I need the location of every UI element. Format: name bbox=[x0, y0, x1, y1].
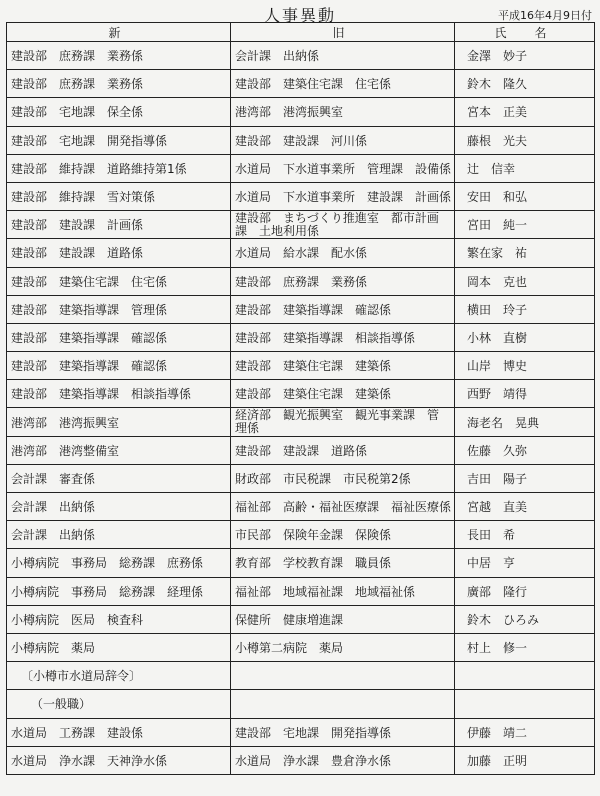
table-row bbox=[7, 352, 595, 380]
table-row bbox=[7, 323, 595, 351]
table-row bbox=[7, 718, 595, 746]
cell-name: 伊藤 靖二 bbox=[455, 718, 595, 746]
cell-name: 吉田 陽子 bbox=[455, 464, 595, 492]
cell-new: 建設部 宅地課 保全係 bbox=[7, 98, 231, 126]
cell-old: 経済部 観光振興室 観光事業課 管理係 bbox=[231, 408, 455, 436]
cell-name: 佐藤 久弥 bbox=[455, 436, 595, 464]
cell-old: 建設部 建設課 河川係 bbox=[231, 126, 455, 154]
subsection-heading-empty bbox=[231, 690, 455, 718]
cell-name: 宮越 直美 bbox=[455, 493, 595, 521]
cell-name: 海老名 晃典 bbox=[455, 408, 595, 436]
cell-old: 建設部 まちづくり推進室 都市計画課 土地利用係 bbox=[231, 211, 455, 239]
cell-name: 加藤 正明 bbox=[455, 746, 595, 774]
cell-old: 小樽第二病院 薬局 bbox=[231, 633, 455, 661]
cell-new: 港湾部 港湾整備室 bbox=[7, 436, 231, 464]
cell-new: 建設部 庶務課 業務係 bbox=[7, 42, 231, 70]
cell-new: 小樽病院 事務局 総務課 庶務係 bbox=[7, 549, 231, 577]
cell-name: 藤根 光夫 bbox=[455, 126, 595, 154]
cell-new: 会計課 出納係 bbox=[7, 521, 231, 549]
section-heading-label: 〔小樽市水道局辞令〕 bbox=[7, 662, 231, 690]
cell-name: 宮田 純一 bbox=[455, 211, 595, 239]
cell-new: 建設部 建築住宅課 住宅係 bbox=[7, 267, 231, 295]
table-row bbox=[7, 493, 595, 521]
table-row bbox=[7, 98, 595, 126]
cell-new: 会計課 審査係 bbox=[7, 464, 231, 492]
cell-old: 建設部 宅地課 開発指導係 bbox=[231, 718, 455, 746]
cell-new: 小樽病院 医局 検査科 bbox=[7, 605, 231, 633]
page-header bbox=[0, 0, 600, 24]
table-row bbox=[7, 70, 595, 98]
cell-name: 小林 直樹 bbox=[455, 323, 595, 351]
cell-old: 建設部 建築指導課 相談指導係 bbox=[231, 323, 455, 351]
cell-name: 岡本 克也 bbox=[455, 267, 595, 295]
cell-old: 福祉部 地域福祉課 地域福祉係 bbox=[231, 577, 455, 605]
cell-name: 横田 玲子 bbox=[455, 295, 595, 323]
page-title: 人事異動 bbox=[263, 6, 336, 25]
table-row bbox=[7, 211, 595, 239]
header-new: 新 bbox=[7, 23, 231, 42]
table-row bbox=[7, 436, 595, 464]
cell-new: 小樽病院 薬局 bbox=[7, 633, 231, 661]
cell-new: 港湾部 港湾振興室 bbox=[7, 408, 231, 436]
cell-new: 会計課 出納係 bbox=[7, 493, 231, 521]
cell-new: 建設部 建築指導課 確認係 bbox=[7, 352, 231, 380]
table-row bbox=[7, 521, 595, 549]
cell-old: 水道局 下水道事業所 管理課 設備係 bbox=[231, 154, 455, 182]
cell-new: 小樽病院 事務局 総務課 経理係 bbox=[7, 577, 231, 605]
cell-name: 廣部 隆行 bbox=[455, 577, 595, 605]
cell-name: 金澤 妙子 bbox=[455, 42, 595, 70]
cell-new: 水道局 浄水課 天神浄水係 bbox=[7, 746, 231, 774]
cell-new: 建設部 建築指導課 相談指導係 bbox=[7, 380, 231, 408]
cell-old: 建設部 建築住宅課 建築係 bbox=[231, 352, 455, 380]
cell-name: 村上 修一 bbox=[455, 633, 595, 661]
table-row bbox=[7, 380, 595, 408]
table-row bbox=[7, 126, 595, 154]
cell-name: 西野 靖得 bbox=[455, 380, 595, 408]
table-row bbox=[7, 746, 595, 774]
cell-name: 安田 和弘 bbox=[455, 182, 595, 210]
cell-old: 建設部 建築指導課 確認係 bbox=[231, 295, 455, 323]
table-row bbox=[7, 295, 595, 323]
cell-old: 建設部 建築住宅課 住宅係 bbox=[231, 70, 455, 98]
personnel-table bbox=[6, 22, 595, 775]
cell-old: 建設部 建築住宅課 建築係 bbox=[231, 380, 455, 408]
table-body bbox=[7, 42, 595, 775]
cell-new: 建設部 維持課 道路維持第1係 bbox=[7, 154, 231, 182]
cell-new: 建設部 庶務課 業務係 bbox=[7, 70, 231, 98]
cell-old: 港湾部 港湾振興室 bbox=[231, 98, 455, 126]
cell-old: 水道局 下水道事業所 建設課 計画係 bbox=[231, 182, 455, 210]
cell-new: 建設部 建築指導課 管理係 bbox=[7, 295, 231, 323]
cell-old: 市民部 保険年金課 保険係 bbox=[231, 521, 455, 549]
cell-new: 建設部 宅地課 開発指導係 bbox=[7, 126, 231, 154]
cell-old: 水道局 浄水課 豊倉浄水係 bbox=[231, 746, 455, 774]
cell-old: 保健所 健康増進課 bbox=[231, 605, 455, 633]
cell-name: 鈴木 ひろみ bbox=[455, 605, 595, 633]
header-name: 氏 名 bbox=[455, 23, 595, 42]
cell-name: 辻 信幸 bbox=[455, 154, 595, 182]
cell-name: 宮本 正美 bbox=[455, 98, 595, 126]
section-heading bbox=[7, 662, 595, 690]
section-heading-empty bbox=[455, 662, 595, 690]
table-row bbox=[7, 633, 595, 661]
header-old: 旧 bbox=[231, 23, 455, 42]
cell-name: 中居 亨 bbox=[455, 549, 595, 577]
header-row bbox=[7, 23, 595, 42]
cell-name: 長田 希 bbox=[455, 521, 595, 549]
subsection-heading-empty bbox=[455, 690, 595, 718]
table-row bbox=[7, 42, 595, 70]
cell-old: 教育部 学校教育課 職員係 bbox=[231, 549, 455, 577]
table-row bbox=[7, 408, 595, 436]
cell-old: 財政部 市民税課 市民税第2係 bbox=[231, 464, 455, 492]
issue-date: 平成16年4月9日付 bbox=[498, 9, 592, 22]
cell-name: 鈴木 隆久 bbox=[455, 70, 595, 98]
table-row bbox=[7, 549, 595, 577]
cell-name: 山岸 博史 bbox=[455, 352, 595, 380]
cell-new: 建設部 維持課 雪対策係 bbox=[7, 182, 231, 210]
subsection-heading bbox=[7, 690, 595, 718]
cell-new: 建設部 建設課 計画係 bbox=[7, 211, 231, 239]
cell-old: 建設部 建設課 道路係 bbox=[231, 436, 455, 464]
table-row bbox=[7, 577, 595, 605]
table-row bbox=[7, 605, 595, 633]
table-row bbox=[7, 239, 595, 267]
cell-old: 建設部 庶務課 業務係 bbox=[231, 267, 455, 295]
table-row bbox=[7, 182, 595, 210]
cell-new: 建設部 建築指導課 確認係 bbox=[7, 323, 231, 351]
cell-old: 会計課 出納係 bbox=[231, 42, 455, 70]
cell-name: 繁在家 祐 bbox=[455, 239, 595, 267]
cell-new: 水道局 工務課 建設係 bbox=[7, 718, 231, 746]
cell-new: 建設部 建設課 道路係 bbox=[7, 239, 231, 267]
subsection-heading-label: （一般職） bbox=[7, 690, 231, 718]
cell-old: 福祉部 高齢・福祉医療課 福祉医療係 bbox=[231, 493, 455, 521]
table-row bbox=[7, 267, 595, 295]
section-heading-empty bbox=[231, 662, 455, 690]
table-row bbox=[7, 464, 595, 492]
cell-old: 水道局 給水課 配水係 bbox=[231, 239, 455, 267]
table-row bbox=[7, 154, 595, 182]
